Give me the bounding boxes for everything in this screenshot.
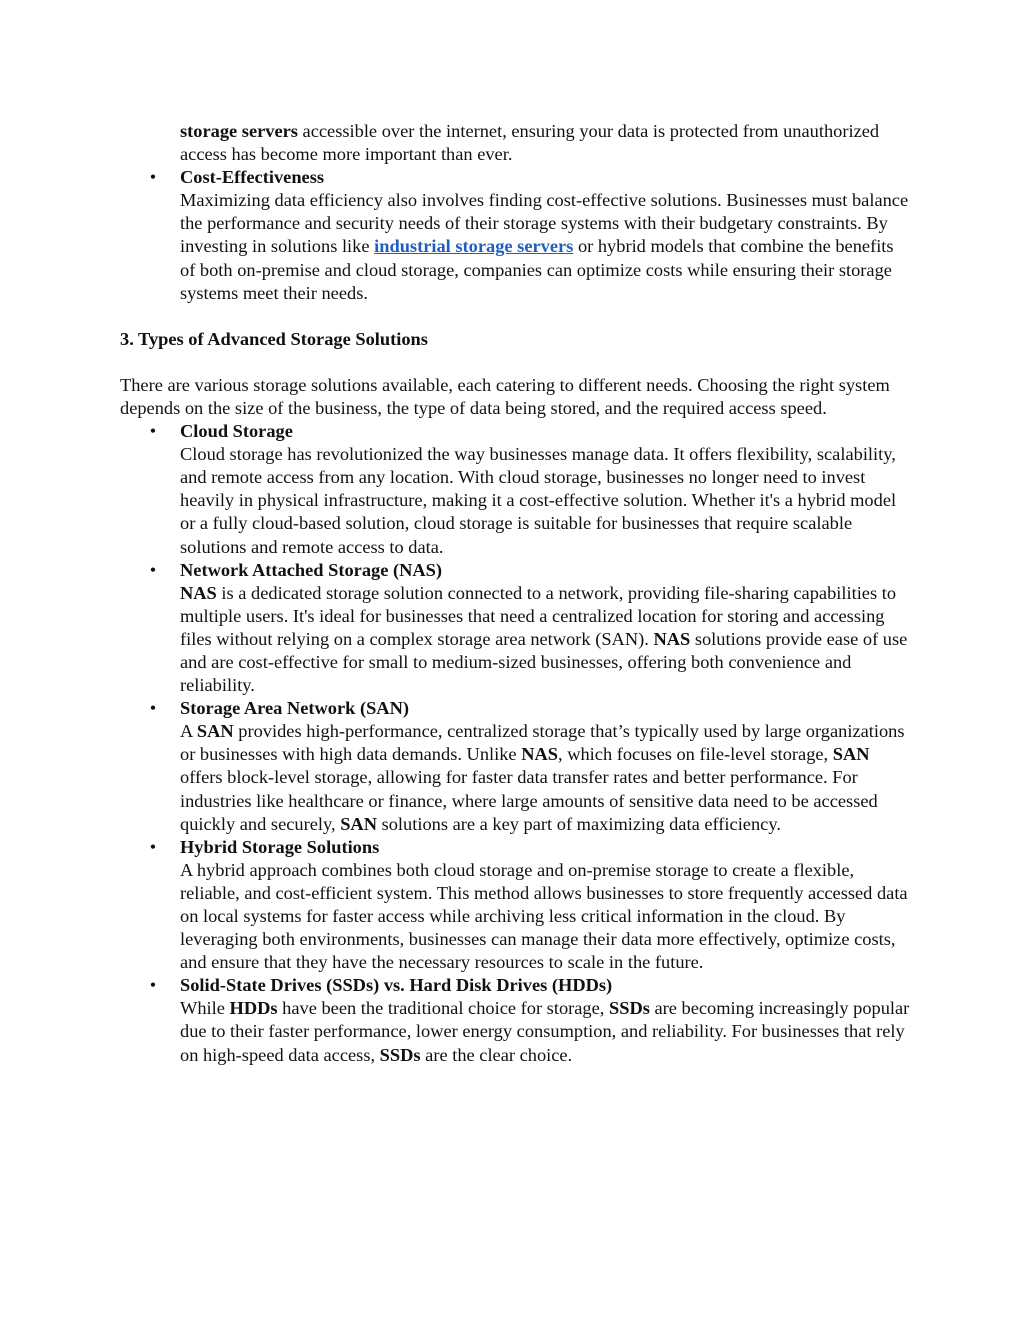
section-heading: 3. Types of Advanced Storage Solutions xyxy=(120,328,428,349)
item-bold-term: SSDs xyxy=(608,998,650,1019)
storage-types-list xyxy=(120,420,910,1067)
item-title: Hybrid Storage Solutions xyxy=(180,836,380,857)
item-title: Solid-State Drives (SSDs) vs. Hard Disk Drives (HDDs) xyxy=(180,975,613,996)
bullet-icon: • xyxy=(149,421,157,442)
list-item-ssd-vs-hdd xyxy=(149,974,910,1066)
item-text: is a dedicated storage solution connected to a network, providing file-sharing capabilities to multiple users. It's ideal for businesses that need a centralized location for storing and accessing files without relying on a complex storage area network (SAN). xyxy=(180,582,897,649)
intro-bold-lead: storage servers xyxy=(180,121,298,141)
item-bold-term: NAS xyxy=(653,628,691,649)
item-text: solutions provide ease of use and are cost-effective for small to medium-sized businesses, offering both convenience and reliability. xyxy=(180,628,908,696)
item-title: Network Attached Storage (NAS) xyxy=(180,559,443,580)
item-text: offers block-level storage, allowing for faster data transfer rates and better performance. For industries like healthcare or finance, where large amounts of sensitive data need to be accessed quickly and securely, xyxy=(180,767,878,834)
item-text: provides high-performance, centralized storage that’s typically used by large organizations or businesses with high data demands. Unlike xyxy=(180,721,905,765)
item-title: Cost-Effectiveness xyxy=(180,167,325,188)
list-item-cost-effectiveness xyxy=(149,166,910,305)
item-bold-term: SAN xyxy=(340,813,377,834)
item-bold-term: SSDs xyxy=(379,1044,421,1065)
item-bold-term: NAS xyxy=(521,744,558,765)
item-bold-term: SAN xyxy=(832,744,870,765)
item-bold-term: SAN xyxy=(196,721,234,742)
item-bold-term: HDDs xyxy=(229,998,278,1019)
section-intro: There are various storage solutions available, each catering to different needs. Choosing the right system depends on the size of the business, the type of data being stored, and the required access speed. xyxy=(120,374,890,418)
item-text: or hybrid models that combine the benefits of both on-premise and cloud storage, companies can optimize costs while ensuring their storage systems meet their needs. xyxy=(180,236,894,303)
bullet-icon: • xyxy=(149,698,157,719)
intro-text: accessible over the internet, ensuring your data is protected from unauthorized access has become more important than ever. xyxy=(180,121,880,165)
item-text: are the clear choice. xyxy=(420,1044,573,1065)
cost-list xyxy=(120,166,910,305)
item-text: solutions are a key part of maximizing data efficiency. xyxy=(376,813,781,834)
bullet-icon: • xyxy=(149,836,157,857)
bullet-icon: • xyxy=(149,975,157,996)
bullet-icon: • xyxy=(149,167,157,188)
list-item-san xyxy=(149,697,910,836)
bullet-icon: • xyxy=(149,559,157,580)
item-text: A xyxy=(180,721,197,742)
list-item-cloud-storage xyxy=(149,420,910,559)
list-item-hybrid-storage xyxy=(149,836,910,975)
item-text: are becoming increasingly popular due to their faster performance, lower energy consumption, and reliability. For businesses that rely on high-speed data access, xyxy=(180,998,910,1065)
industrial-storage-servers-link[interactable]: industrial storage servers xyxy=(374,236,574,257)
item-text: , which focuses on file-level storage, xyxy=(558,744,833,765)
item-text: Cloud storage has revolutionized the way businesses manage data. It offers flexibility, scalability, and remote access from any location. With cloud storage, businesses no longer need to invest heavily in physical infrastructure, making it a cost-effective solution. Whether it's a hybrid model or a fully cloud-based solution, cloud storage is suitable for businesses that require scalable solutions and remote access to data. xyxy=(180,444,897,557)
document-page xyxy=(120,120,910,1067)
item-title: Storage Area Network (SAN) xyxy=(180,698,409,719)
item-text: have been the traditional choice for storage, xyxy=(277,998,609,1019)
item-text: While xyxy=(180,998,230,1019)
item-text: A hybrid approach combines both cloud storage and on-premise storage to create a flexible, reliable, and cost-efficient system. This method allows businesses to store frequently accessed data on local systems for faster access while archiving less critical information in the cloud. By leveraging both environments, businesses can manage their data more effectively, optimize costs, and ensure that they have the necessary resources to scale in the future. xyxy=(180,859,908,973)
list-item-nas xyxy=(149,559,910,698)
item-title: Cloud Storage xyxy=(180,421,293,442)
item-text: Maximizing data efficiency also involves finding cost-effective solutions. Businesses must balance the performance and security needs of their storage systems with their budgetary constraints. By investing in solutions like xyxy=(180,190,909,257)
item-bold-term: NAS xyxy=(180,582,217,603)
intro-continuation xyxy=(180,120,910,166)
